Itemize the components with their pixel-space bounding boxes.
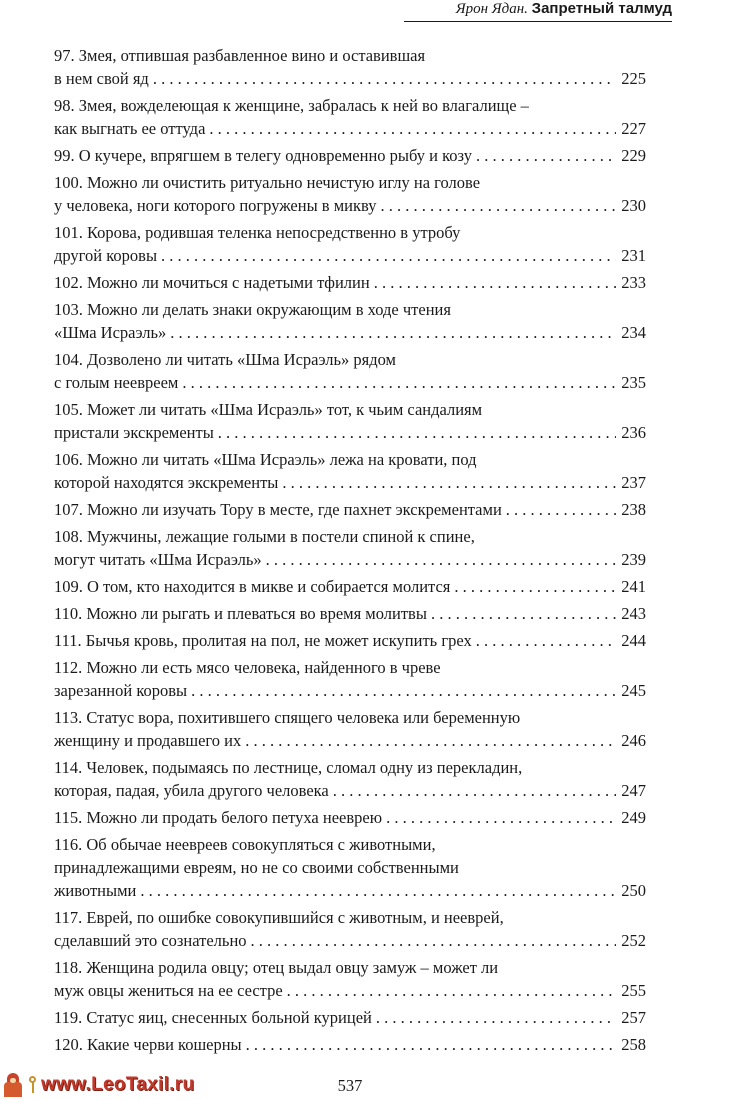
header-author: Ярон Ядан. [455, 1, 528, 17]
toc-page-number: 236 [621, 423, 646, 442]
toc-entry[interactable] [54, 44, 646, 90]
toc-entry-text: 115. Можно ли продать белого петуха нееврею [54, 808, 383, 827]
toc-page-number: 241 [621, 577, 646, 596]
page-number: 537 [337, 1076, 363, 1095]
toc-entry-text: пристали экскременты [54, 423, 214, 442]
toc-entry-text: 116. Об обычае неевреев совокупляться с животными, [54, 835, 436, 854]
toc-page-number: 238 [621, 500, 646, 519]
toc-entry[interactable] [54, 602, 646, 625]
dot-leader [161, 244, 616, 267]
toc-entry[interactable] [54, 906, 646, 952]
toc-entry-text: сделавший это сознательно [54, 931, 247, 950]
toc-entry[interactable] [54, 144, 646, 167]
toc-page-number: 243 [621, 604, 646, 623]
toc-entry[interactable] [54, 1006, 646, 1029]
toc-entry-text: 106. Можно ли читать «Шма Исраэль» лежа на кровати, под [54, 450, 477, 469]
toc-entry[interactable] [54, 171, 646, 217]
toc-page-number: 257 [621, 1008, 646, 1027]
toc-entry-text: женщину и продавшего их [54, 731, 242, 750]
toc-entry-text: в нем свой яд [54, 69, 149, 88]
dot-leader [218, 421, 616, 444]
toc-entry[interactable] [54, 833, 646, 902]
footer-logo[interactable] [2, 1072, 222, 1098]
toc-page-number: 247 [621, 781, 646, 800]
table-of-contents [54, 44, 646, 1060]
toc-entry[interactable] [54, 348, 646, 394]
toc-entry-text: 112. Можно ли есть мясо человека, найденного в чреве [54, 658, 441, 677]
toc-page-number: 258 [621, 1035, 646, 1054]
dot-leader [476, 144, 616, 167]
toc-entry-text: 118. Женщина родила овцу; отец выдал овцу замуж – может ли [54, 958, 499, 977]
toc-page-number: 234 [621, 323, 646, 342]
toc-entry-text: другой коровы [54, 246, 158, 265]
toc-page-number: 225 [621, 69, 646, 88]
toc-entry[interactable] [54, 1033, 646, 1056]
dot-leader [170, 321, 616, 344]
toc-entry-text: 108. Мужчины, лежащие голыми в постели спиной к спине, [54, 527, 475, 546]
dot-leader [386, 806, 616, 829]
toc-entry[interactable] [54, 525, 646, 571]
toc-entry-text: 104. Дозволено ли читать «Шма Исраэль» рядом [54, 350, 396, 369]
toc-entry[interactable] [54, 956, 646, 1002]
toc-page-number: 227 [621, 119, 646, 138]
dot-leader [209, 117, 616, 140]
toc-entry-text: «Шма Исраэль» [54, 323, 167, 342]
toc-entry-text: 117. Еврей, по ошибке совокупившийся с животным, и нееврей, [54, 908, 504, 927]
dot-leader [251, 929, 616, 952]
header-title: Запретный талмуд [531, 0, 672, 17]
toc-page-number: 249 [621, 808, 646, 827]
dot-leader [376, 1006, 616, 1029]
dot-leader [431, 602, 616, 625]
dot-leader [246, 1033, 616, 1056]
toc-page-number: 237 [621, 473, 646, 492]
toc-entry-text: 111. Бычья кровь, пролитая на пол, не может искупить грех [54, 631, 472, 650]
toc-entry[interactable] [54, 448, 646, 494]
dot-leader [191, 679, 616, 702]
toc-entry-text: как выгнать ее оттуда [54, 119, 206, 138]
toc-entry[interactable] [54, 706, 646, 752]
key-icon [28, 1076, 38, 1094]
toc-page-number: 244 [621, 631, 646, 650]
toc-entry-text: принадлежащими евреям, но не со своими собственными [54, 858, 459, 877]
toc-entry[interactable] [54, 94, 646, 140]
toc-entry[interactable] [54, 298, 646, 344]
toc-page-number: 246 [621, 731, 646, 750]
mascot-icon [2, 1073, 24, 1097]
toc-page-number: 239 [621, 550, 646, 569]
dot-leader [266, 548, 616, 571]
toc-entry-text: 105. Может ли читать «Шма Исраэль» тот, к чьим сандалиям [54, 400, 483, 419]
toc-entry-text: животными [54, 881, 137, 900]
toc-entry-text: 119. Статус яиц, снесенных больной курицей [54, 1008, 372, 1027]
toc-entry[interactable] [54, 271, 646, 294]
toc-page-number: 252 [621, 931, 646, 950]
dot-leader [476, 629, 616, 652]
toc-page-number: 230 [621, 196, 646, 215]
toc-entry[interactable] [54, 221, 646, 267]
toc-page-number: 255 [621, 981, 646, 1000]
toc-entry-text: 102. Можно ли мочиться с надетыми тфилин [54, 273, 370, 292]
toc-entry-text: могут читать «Шма Исраэль» [54, 550, 262, 569]
toc-entry-text: 97. Змея, отпившая разбавленное вино и оставившая [54, 46, 426, 65]
toc-entry-text: 113. Статус вора, похитившего спящего человека или беременную [54, 708, 521, 727]
toc-entry-text: 100. Можно ли очистить ритуально нечистую иглу на голове [54, 173, 481, 192]
toc-page-number: 229 [621, 146, 646, 165]
toc-page-number: 245 [621, 681, 646, 700]
toc-entry-text: зарезанной коровы [54, 681, 188, 700]
toc-entry[interactable] [54, 498, 646, 521]
running-header [0, 0, 672, 22]
toc-entry[interactable] [54, 656, 646, 702]
toc-entry-text: с голым неевреем [54, 373, 179, 392]
toc-entry[interactable] [54, 806, 646, 829]
dot-leader [245, 729, 616, 752]
dot-leader [182, 371, 616, 394]
site-url-link[interactable]: www.LeoTaxil.ru [41, 1074, 195, 1095]
dot-leader [287, 979, 616, 1002]
toc-entry-text: муж овцы жениться на ее сестре [54, 981, 283, 1000]
dot-leader [282, 471, 616, 494]
dot-leader [374, 271, 616, 294]
dot-leader [454, 575, 616, 598]
dot-leader [380, 194, 616, 217]
toc-entry[interactable] [54, 756, 646, 802]
toc-page-number: 235 [621, 373, 646, 392]
toc-entry-text: 110. Можно ли рыгать и плеваться во время молитвы [54, 604, 427, 623]
toc-entry-text: 98. Змея, вожделеющая к женщине, забралась к ней во влагалище – [54, 96, 529, 115]
toc-entry-text: у человека, ноги которого погружены в микву [54, 196, 377, 215]
dot-leader [140, 879, 616, 902]
header-rule [404, 21, 672, 22]
toc-entry-text: 101. Корова, родившая теленка непосредственно в утробу [54, 223, 461, 242]
toc-page-number: 233 [621, 273, 646, 292]
toc-entry-text: 103. Можно ли делать знаки окружающим в ходе чтения [54, 300, 451, 319]
toc-entry[interactable] [54, 629, 646, 652]
dot-leader [153, 67, 616, 90]
toc-entry-text: 120. Какие черви кошерны [54, 1035, 242, 1054]
dot-leader [333, 779, 616, 802]
toc-entry-text: которая, падая, убила другого человека [54, 781, 329, 800]
toc-page-number: 231 [621, 246, 646, 265]
toc-entry[interactable] [54, 398, 646, 444]
toc-entry-text: 114. Человек, подымаясь по лестнице, сломал одну из перекладин, [54, 758, 523, 777]
toc-entry-text: 99. О кучере, впрягшем в телегу одновременно рыбу и козу [54, 146, 472, 165]
toc-entry-text: которой находятся экскременты [54, 473, 279, 492]
toc-entry-text: 107. Можно ли изучать Тору в месте, где пахнет экскрементами [54, 500, 502, 519]
dot-leader [506, 498, 616, 521]
toc-page-number: 250 [621, 881, 646, 900]
toc-entry[interactable] [54, 575, 646, 598]
toc-entry-text: 109. О том, кто находится в микве и собирается молится [54, 577, 451, 596]
